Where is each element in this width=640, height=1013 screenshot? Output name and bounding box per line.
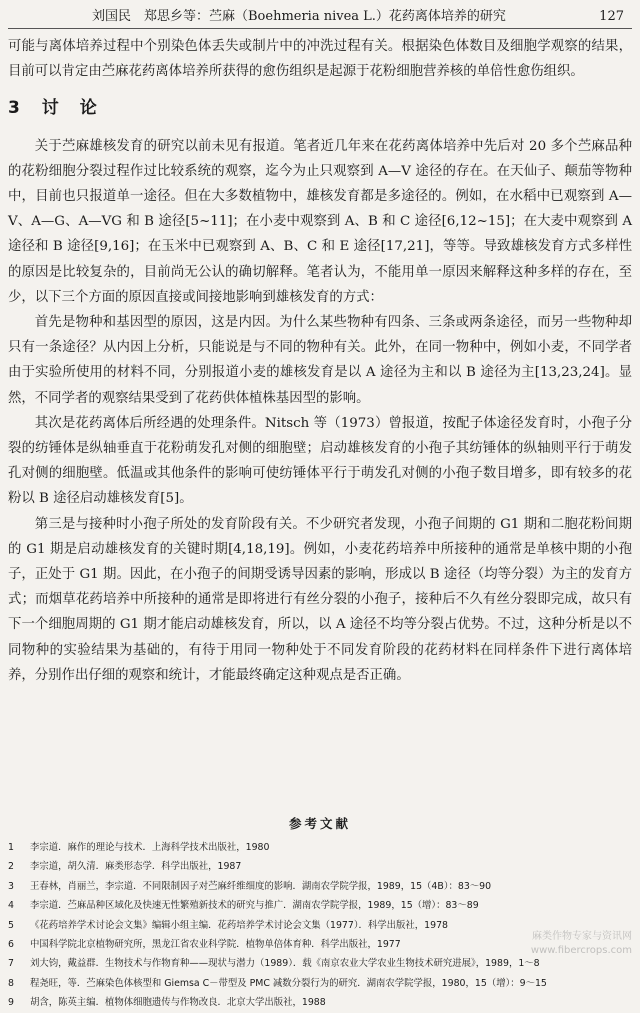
reference-number: 7 <box>8 958 14 970</box>
reference-item <box>8 974 632 993</box>
reference-number: 4 <box>8 900 14 912</box>
reference-text: 李宗道，胡久清．麻类形态学．科学出版社，1987 <box>30 861 242 873</box>
section-number: 3 <box>8 98 22 119</box>
site-watermark <box>492 930 632 958</box>
reference-number: 6 <box>8 939 14 951</box>
reference-number: 3 <box>8 880 14 892</box>
running-head-title: 刘国民 郑思乡等：苎麻（Boehmeria nivea L.）花药离体培养的研究 <box>92 9 506 24</box>
reference-number: 1 <box>8 842 14 853</box>
section-title: 讨 论 <box>41 98 99 119</box>
reference-item <box>8 877 632 896</box>
page-number: 127 <box>599 9 624 24</box>
reference-text: 胡含，陈英主编．植物体细胞遗传与作物改良．北京大学出版社，1988 <box>30 997 326 1009</box>
reference-number: 2 <box>8 861 14 873</box>
reference-number: 9 <box>8 997 14 1009</box>
reference-text: 李宗道．麻作的理论与技术．上海科学技术出版社，1980 <box>30 842 270 853</box>
body-paragraph: 其次是花药离体后所经遇的处理条件。Nitsch 等（1973）曾报道，按配子体途径发育时，小孢子分裂的纺锤体是纵轴垂直于花粉萌发孔对侧的细胞壁；启动雄核发育的小孢子其纺锤体的纵轴则平行于萌发孔对侧的细胞壁。低温或其他条件的影响可使纺锤体平行于萌发孔对侧的小孢子数目增多，即有较多的花粉以 B 途径启动雄核发育[5]。 <box>8 415 632 507</box>
body-paragraph: 关于苎麻雄核发育的研究以前未见有报道。笔者近几年来在花药离体培养中先后对 20 多个苎麻品种的花粉细胞分裂过程作过比较系统的观察，迄今为止只观察到 A—V 途径的存在。在天仙子、颠茄等物种中，目前也只报道单一途径。但在大多数植物中，雄核发育都是多途径的。例如，在水稻中已观察到 A—V、A—G、A—VG 和 B 途径[5~11]；在小麦中观察到 A、B 和 C 途径[6,12~15]；在大麦中观察到 A 途径和 B 途径[9,16]；在玉米中已观察到 A、B、C 和 E 途径[17,21]，等等。导致雄核发育方式多样性的原因是比较复杂的，目前尚无公认的确切解释。笔者认为，不能用单一原因来解释这种多样的存在，至少，以下三个方面的原因直接或间接地影响到雄核发育的方式： <box>8 138 632 305</box>
watermark-line: 麻类作物专家与资讯网 <box>532 931 632 942</box>
section-heading <box>8 96 632 121</box>
references-list <box>8 838 632 1013</box>
reference-item <box>8 896 632 915</box>
reference-number: 5 <box>8 919 14 931</box>
body-paragraph: 首先是物种和基因型的原因，这是内因。为什么某些物种有四条、三条或两条途径，而另一些物种却只有一条途径？从内因上分析，只能说是与不同的物种有关。此外，在同一物种中，例如小麦，不同学者由于实验所使用的材料不同，分别报道小麦的雄核发育是以 A 途径为主和以 B 途径为主[13,23,24]。显然，不同学者的观察结果受到了花药供体植株基因型的影响。 <box>8 315 632 406</box>
reference-text: 中国科学院北京植物研究所，黑龙江省农业科学院．植物单倍体育种．科学出版社，1977 <box>30 939 401 951</box>
reference-text: 《花药培养学术讨论会文集》编辑小组主编．花药培养学术讨论会文集（1977）．科学出版社，1978 <box>30 919 449 931</box>
reference-item <box>8 993 632 1012</box>
reference-text: 刘大钧，戴益群．生物技术与作物育种——现状与潜力（1989）．载《南京农业大学农业生物技术研究进展》，1989，1～8 <box>30 958 540 970</box>
references-heading: 参考文献 <box>288 816 351 831</box>
running-head <box>8 6 632 29</box>
reference-text: 王春林，肖丽兰，李宗道．不同限制因子对苎麻纤维细度的影响．湖南农学院学报，1989，15（4B）：83～90 <box>30 880 492 892</box>
body-paragraph: 第三是与接种时小孢子所处的发育阶段有关。不少研究者发现，小孢子间期的 G1 期和二胞花粉间期的 G1 期是启动雄核发育的关键时期[4,18,19]。例如，小麦花药培养中所接种的通常是单核中期的小孢子，正处于 G1 期。因此，在小孢子的间期受诱导因素的影响，形成以 B 途径（均等分裂）为主的发育方式；而烟草花药培养中所接种的通常是即将进行有丝分裂的小孢子，接种后不久有丝分裂即完成，故只有下一个细胞周期的 G1 期才能启动雄核发育，所以，以 A 途径不均等分裂占优势。不过，这种分析是以不同物种的实验结果为基础的，有待于用同一物种处于不同发育阶段的花药材料在同样条件下进行离体培养，分别作出仔细的观察和统计，才能最终确定这种观点是否正确。 <box>8 516 632 683</box>
reference-item <box>8 857 632 876</box>
reference-text: 李宗道．苎麻品种区域化及快速无性繁殖新技术的研究与推广．湖南农学院学报，1989，15（增）：83～89 <box>30 900 479 912</box>
watermark-url: www.fibercrops.com <box>530 945 632 956</box>
intro-paragraph: 可能与离体培养过程中个别染色体丢失或制片中的冲洗过程有关。根据染色体数目及细胞学观察的结果，目前可以肯定由苎麻花药离体培养所获得的愈伤组织是起源于花粉细胞营养核的单倍性愈伤组织。 <box>8 39 632 80</box>
article-body <box>8 34 632 688</box>
reference-number: 8 <box>8 977 14 989</box>
reference-text: 程尧旺，等．苎麻染色体核型和 Giemsa C－带型及 PMC 减数分裂行为的研究．湖南农学院学报，1980，15（增）：9～15 <box>30 977 547 989</box>
reference-item <box>8 838 632 857</box>
